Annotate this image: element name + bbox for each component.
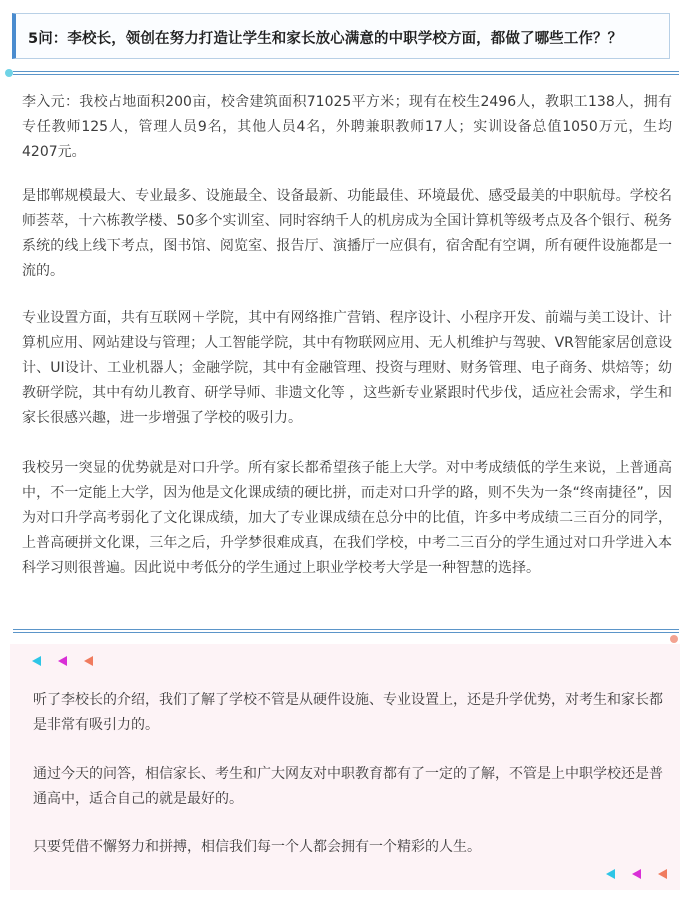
summary-paragraph: 只要凭借不懈努力和拼搏，相信我们每一个人都会拥有一个精彩的人生。 bbox=[33, 839, 481, 855]
triangle-icon bbox=[58, 656, 67, 666]
answer-paragraph: 李入元：我校占地面积200亩，校舍建筑面积71025平方米；现有在校生2496人，教职工138人，拥有专任教师125人，管理人员9名，其他人员4名，外聘兼职教师17人；实训设备总值1050万元，生均4207元。 bbox=[22, 94, 672, 160]
question-box bbox=[12, 13, 670, 59]
divider-dot-icon bbox=[5, 69, 13, 77]
divider-dot-icon bbox=[670, 635, 678, 643]
triangle-icon bbox=[84, 656, 93, 666]
answer-paragraph: 我校另一突显的优势就是对口升学。所有家长都希望孩子能上大学。对中考成绩低的学生来说，上普通高中，不一定能上大学，因为他是文化课成绩的硬比拼，而走对口升学的路，则不失为一条“终南捷径”，因为对口升学高考弱化了文化课成绩，加大了专业课成绩在总分中的比值，许多中考成绩二三百分的同学，上普高硬拼文化课，三年之后，升学梦很难成真，在我们学校，中考二三百分的学生通过对口升学进入本科学习则很普遍。因此说中考低分的学生通过上职业学校考大学是一种智慧的选择。 bbox=[22, 460, 672, 576]
answer-paragraph: 是邯郸规模最大、专业最多、设施最全、设备最新、功能最佳、环境最优、感受最美的中职航母。学校名师荟萃，十六栋教学楼、50多个实训室、同时容纳千人的机房成为全国计算机等级考点及各个银行、税务系统的线上线下考点，图书馆、阅览室、报告厅、演播厅一应俱有，宿舍配有空调，所有硬件设施都是一流的。 bbox=[22, 188, 672, 279]
summary-box bbox=[10, 644, 680, 890]
top-divider bbox=[13, 71, 679, 75]
triangle-icon bbox=[632, 869, 641, 879]
triangle-icon bbox=[658, 869, 667, 879]
triangle-icon bbox=[32, 656, 41, 666]
summary-paragraph: 听了李校长的介绍，我们了解了学校不管是从硬件设施、专业设置上，还是升学优势，对考生和家长都是非常有吸引力的。 bbox=[33, 692, 663, 733]
triangle-icon bbox=[606, 869, 615, 879]
summary-paragraph: 通过今天的问答，相信家长、考生和广大网友对中职教育都有了一定的了解，不管是上中职学校还是普通高中，适合自己的就是最好的。 bbox=[33, 766, 663, 807]
answer-paragraph: 专业设置方面，共有互联网＋学院，其中有网络推广营销、程序设计、小程序开发、前端与美工设计、计算机应用、网站建设与管理；人工智能学院，其中有物联网应用、无人机维护与驾驶、VR智能家居创意设计、UI设计、工业机器人；金融学院，其中有金融管理、投资与理财、财务管理、电子商务、烘焙等；幼教研学院，其中有幼儿教育、研学导师、非遗文化等 ，这些新专业紧跟时代步伐，适应社会需求，学生和家长很感兴趣，进一步增强了学校的吸引力。 bbox=[22, 310, 672, 426]
bottom-divider bbox=[13, 629, 679, 633]
question-title: 5问：李校长，领创在努力打造让学生和家长放心满意的中职学校方面，都做了哪些工作？？ bbox=[28, 31, 623, 47]
